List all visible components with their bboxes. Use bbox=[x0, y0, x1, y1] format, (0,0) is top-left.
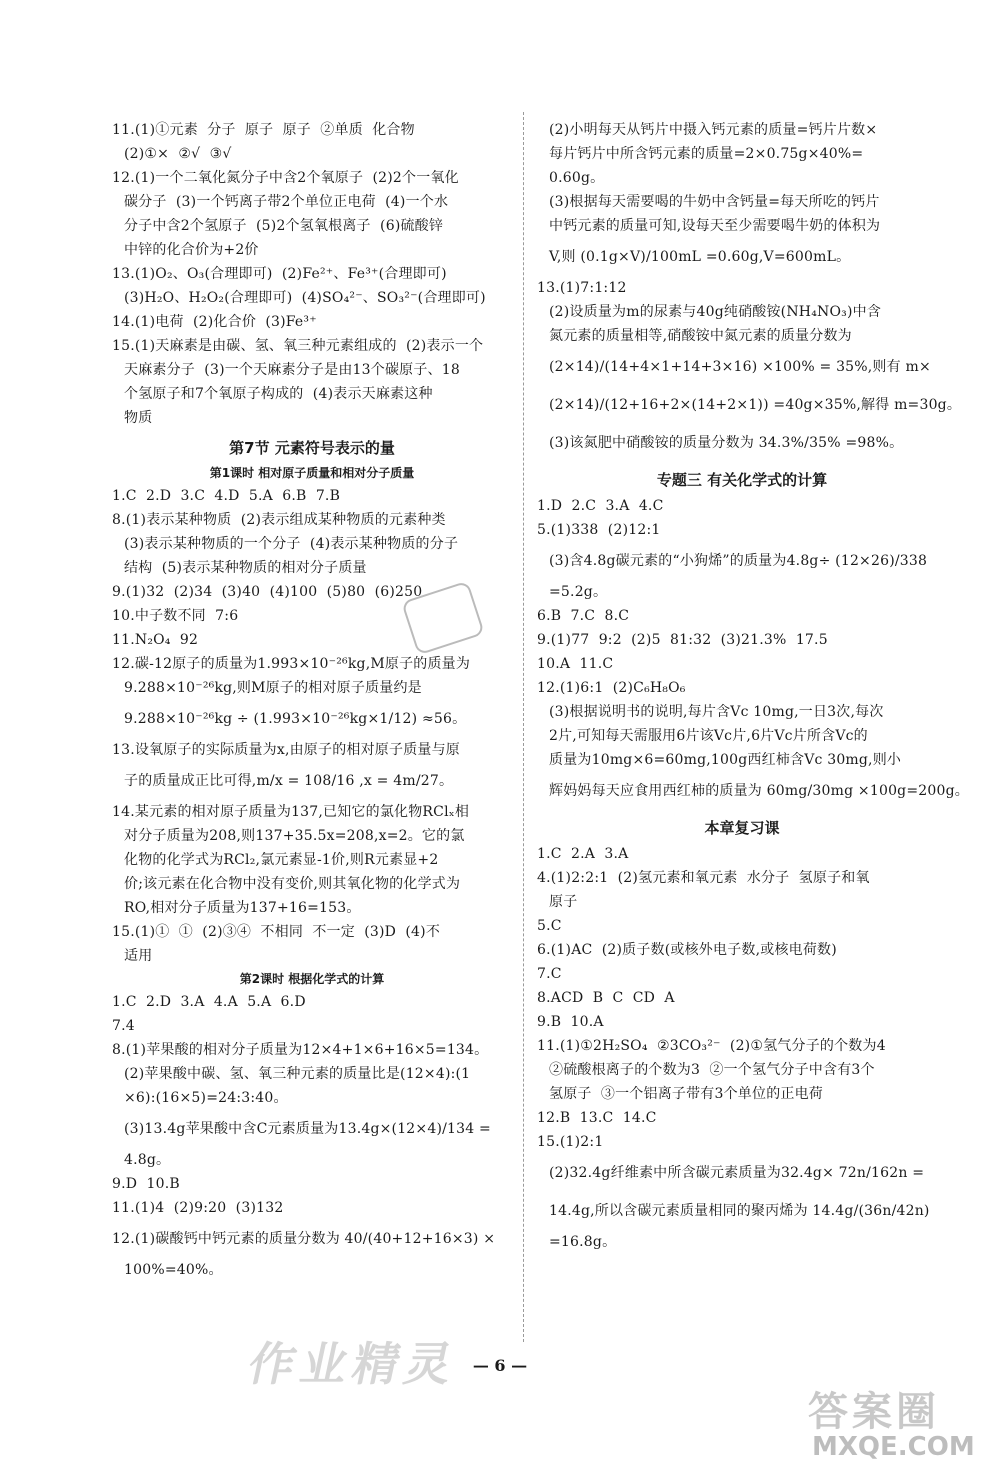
answer-line: 14.某元素的相对原子质量为137,已知它的氯化物RClₓ相 bbox=[112, 804, 470, 820]
answer-line: (3)根据说明书的说明,每片含Vc 10mg,一日3次,每次 bbox=[549, 704, 884, 720]
answer-line: 辉妈妈每天应食用西红柿的质量为 60mg/30mg ×100g=200g。 bbox=[549, 783, 969, 799]
answer-line: (2)设质量为m的尿素与40g纯硝酸铵(NH₄NO₃)中含 bbox=[549, 304, 882, 320]
answer-line: 8.ACD B C CD A bbox=[537, 990, 675, 1006]
answer-line: 10.中子数不同 7:6 bbox=[112, 608, 239, 624]
answer-line: 100%=40%。 bbox=[124, 1262, 223, 1278]
answer-line: V,则 (0.1g×V)/100mL =0.60g,V=600mL。 bbox=[549, 249, 851, 265]
answer-line: 15.(1)2:1 bbox=[537, 1134, 604, 1150]
answer-line: 12.B 13.C 14.C bbox=[537, 1110, 657, 1126]
answer-line: (2×14)/(12+16+2×(14+2×1)) =40g×35%,解得 m=30g。 bbox=[549, 397, 962, 413]
answer-line: 2片,可知每天需服用6片该Vc片,6片Vc片所含Vc的 bbox=[549, 728, 868, 744]
watermark-text: 作业精灵 bbox=[243, 1337, 464, 1391]
page-number: — 6 — bbox=[472, 1356, 528, 1375]
answer-line: 11.N₂O₄ 92 bbox=[112, 632, 199, 648]
answer-line: 分子中含2个氢原子 (5)2个氢氧根离子 (6)硫酸锌 bbox=[124, 218, 444, 234]
section-heading: 专题三 有关化学式的计算 bbox=[656, 471, 828, 489]
answer-line: 对分子质量为208,则137+35.5x=208,x=2。它的氯 bbox=[124, 828, 465, 844]
answer-line: 适用 bbox=[124, 948, 153, 964]
answer-line: 原子 bbox=[549, 894, 578, 910]
answer-line: ×6):(16×5)=24:3:40。 bbox=[124, 1090, 288, 1106]
answer-line: 11.(1)4 (2)9:20 (3)132 bbox=[112, 1200, 284, 1216]
answer-line: 12.碳-12原子的质量为1.993×10⁻²⁶kg,M原子的质量为 bbox=[112, 656, 471, 672]
answer-line: 11.(1)①2H₂SO₄ ②3CO₃²⁻ (2)①氢气分子的个数为4 bbox=[537, 1038, 886, 1054]
answer-line: 9.D 10.B bbox=[112, 1176, 180, 1192]
answer-line: 4.(1)2:2:1 (2)氢元素和氧元素 水分子 氢原子和氧 bbox=[537, 870, 870, 886]
url-watermark: MXQE.COM bbox=[812, 1432, 975, 1462]
answer-line: 6.B 7.C 8.C bbox=[537, 608, 630, 624]
answer-line: (3)根据每天需要喝的牛奶中含钙量=每天所吃的钙片 bbox=[549, 194, 880, 210]
answer-line: (3)13.4g苹果酸中含C元素质量为13.4g×(12×4)/134 = bbox=[124, 1121, 491, 1137]
answer-line: 每片钙片中所含钙元素的质量=2×0.75g×40%= bbox=[549, 146, 864, 162]
answer-line: 物质 bbox=[124, 410, 153, 426]
answer-line: 10.A 11.C bbox=[537, 656, 614, 672]
logo-watermark: 答案圈 bbox=[808, 1389, 940, 1435]
answer-line: 15.(1)① ① (2)③④ 不相同 不一定 (3)D (4)不 bbox=[112, 924, 441, 940]
answer-line: 1.C 2.D 3.A 4.A 5.A 6.D bbox=[112, 994, 306, 1010]
answer-line: 天麻素分子 (3)一个天麻素分子是由13个碳原子、18 bbox=[124, 362, 460, 378]
subsection-heading: 第1课时 相对原子质量和相对分子质量 bbox=[209, 466, 415, 480]
answer-line: (2)32.4g纤维素中所含碳元素质量为32.4g× 72n/162n = bbox=[549, 1165, 925, 1181]
answer-line: (2)小明每天从钙片中摄入钙元素的质量=钙片片数× bbox=[549, 122, 878, 138]
answer-line: 中锌的化合价为+2价 bbox=[124, 242, 259, 258]
answer-line: 8.(1)苹果酸的相对分子质量为12×4+1×6+16×5=134。 bbox=[112, 1042, 489, 1058]
right-column bbox=[537, 118, 969, 1254]
answer-line: (3)H₂O、H₂O₂(合理即可) (4)SO₄²⁻、SO₃²⁻(合理即可) bbox=[124, 290, 486, 306]
answer-line: (3)该氮肥中硝酸铵的质量分数为 34.3%/35% =98%。 bbox=[549, 435, 904, 451]
subsection-heading: 第2课时 根据化学式的计算 bbox=[239, 972, 385, 986]
answer-line: (3)含4.8g碳元素的“小狗烯”的质量为4.8g÷ (12×26)/338 bbox=[549, 553, 928, 569]
answer-line: 8.(1)表示某种物质 (2)表示组成某种物质的元素种类 bbox=[112, 512, 446, 528]
answer-line: 13.设氧原子的实际质量为x,由原子的相对原子质量与原 bbox=[112, 742, 461, 758]
answer-line: RO,相对分子质量为137+16=153。 bbox=[124, 900, 361, 916]
answer-line: 氮元素的质量相等,硝酸铵中氮元素的质量分数为 bbox=[549, 328, 852, 344]
answer-line: 9.(1)77 9:2 (2)5 81:32 (3)21.3% 17.5 bbox=[537, 632, 828, 648]
answer-line: 11.(1)①元素 分子 原子 原子 ②单质 化合物 bbox=[112, 122, 415, 138]
answer-line: 14.4g,所以含碳元素质量相同的聚丙烯为 14.4g/(36n/42n) bbox=[549, 1203, 930, 1219]
answer-line: (2)苹果酸中碳、氢、氧三种元素的质量比是(12×4):(1 bbox=[124, 1066, 471, 1082]
answer-line: 12.(1)碳酸钙中钙元素的质量分数为 40/(40+12+16×3) × bbox=[112, 1231, 496, 1247]
answer-line: 1.D 2.C 3.A 4.C bbox=[537, 498, 664, 514]
answer-line: 12.(1)6:1 (2)C₆H₈O₆ bbox=[537, 680, 686, 696]
answer-line: (2×14)/(14+4×1+14+3×16) ×100% = 35%,则有 m× bbox=[549, 359, 931, 375]
answer-line: 化物的化学式为RCl₂,氯元素显-1价,则R元素显+2 bbox=[124, 852, 439, 868]
answer-line: 碳分子 (3)一个钙离子带2个单位正电荷 (4)一个水 bbox=[124, 194, 449, 210]
answer-line: =16.8g。 bbox=[549, 1234, 617, 1250]
answer-line: 子的质量成正比可得,m/x = 108/16 ,x = 4m/27。 bbox=[124, 773, 454, 789]
answer-line: 9.(1)32 (2)34 (3)40 (4)100 (5)80 (6)250 bbox=[112, 584, 423, 600]
answer-line: 15.(1)天麻素是由碳、氢、氧三种元素组成的 (2)表示一个 bbox=[112, 338, 484, 354]
section-heading: 第7节 元素符号表示的量 bbox=[229, 439, 395, 457]
answer-line: 7.C bbox=[537, 966, 562, 982]
answer-line: 13.(1)O₂、O₃(合理即可) (2)Fe²⁺、Fe³⁺(合理即可) bbox=[112, 266, 447, 282]
answer-line: 7.4 bbox=[112, 1018, 135, 1034]
answer-line: 价;该元素在化合物中没有变价,则其氧化物的化学式为 bbox=[124, 876, 461, 892]
answer-line: 0.60g。 bbox=[549, 170, 605, 186]
section-heading: 本章复习课 bbox=[704, 819, 780, 837]
answer-line: 12.(1)一个二氧化氮分子中含2个氧原子 (2)2个一氧化 bbox=[112, 170, 459, 186]
answer-line: 6.(1)AC (2)质子数(或核外电子数,或核电荷数) bbox=[537, 942, 837, 958]
answer-line: 1.C 2.A 3.A bbox=[537, 846, 629, 862]
answer-line: (2)①× ②√ ③√ bbox=[124, 146, 232, 162]
column-divider bbox=[523, 112, 524, 1342]
answer-line: 9.288×10⁻²⁶kg,则M原子的相对原子质量约是 bbox=[124, 680, 422, 696]
answer-line: 1.C 2.D 3.C 4.D 5.A 6.B 7.B bbox=[112, 488, 341, 504]
left-column bbox=[112, 118, 512, 1282]
answer-line: ②硫酸根离子的个数为3 ②一个氢气分子中含有3个 bbox=[549, 1062, 875, 1078]
answer-line: 结构 (5)表示某种物质的相对分子质量 bbox=[124, 560, 367, 576]
answer-line: =5.2g。 bbox=[549, 584, 608, 600]
answer-line: 4.8g。 bbox=[124, 1152, 171, 1168]
answer-line: 个氢原子和7个氧原子构成的 (4)表示天麻素这种 bbox=[124, 386, 433, 402]
answer-line: 13.(1)7:1:12 bbox=[537, 280, 627, 296]
answer-line: (3)表示某种物质的一个分子 (4)表示某种物质的分子 bbox=[124, 536, 459, 552]
answer-line: 9.288×10⁻²⁶kg ÷ (1.993×10⁻²⁶kg×1/12) ≈56。 bbox=[124, 711, 467, 727]
answer-line: 氢原子 ③一个铝离子带有3个单位的正电荷 bbox=[549, 1086, 824, 1102]
answer-line: 5.(1)338 (2)12:1 bbox=[537, 522, 661, 538]
answer-line: 5.C bbox=[537, 918, 562, 934]
answer-line: 14.(1)电荷 (2)化合价 (3)Fe³⁺ bbox=[112, 314, 317, 330]
answer-line: 质量为10mg×6=60mg,100g西红柿含Vc 30mg,则小 bbox=[549, 752, 902, 768]
answer-line: 中钙元素的质量可知,设每天至少需要喝牛奶的体积为 bbox=[549, 218, 881, 234]
answer-line: 9.B 10.A bbox=[537, 1014, 604, 1030]
